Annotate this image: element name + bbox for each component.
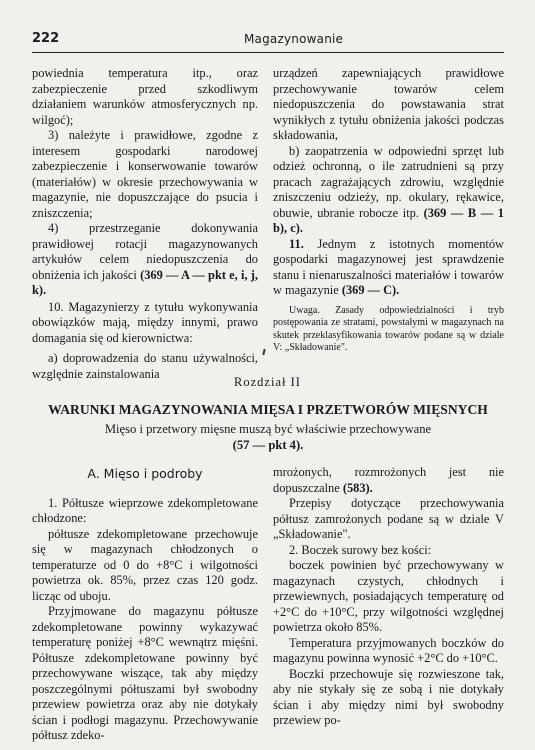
paragraph: 4) przestrzeganie dokonywania prawidłowej rotacji magazynowanych artykułów celem niedopuszczenia do obniżenia ich jakości (369 — A — pkt e, i, j, k). xyxy=(32,221,258,297)
bottom-left-column xyxy=(32,464,258,744)
paragraph: b) zaopatrzenia w odpowiedni sprzęt lub odzież ochronną, o ile zatrudnieni są przy pracach zagrażających zdrowiu, względnie zniszczeniu odzieży, np. okulary, rękawice, obuwie, ubranie robocze itp. (369 — B — 1 b), c). xyxy=(273,143,504,235)
paragraph-number: 11. xyxy=(289,236,304,251)
chapter-title: WARUNKI MAGAZYNOWANIA MIĘSA I PRZETWORÓW MIĘSNYCH xyxy=(48,402,488,417)
paragraph: 10. Magazynierzy z tytułu wykonywania obowiązków mają, między innymi, prawo domagania się od kierownictwa: xyxy=(32,299,258,345)
paragraph: Przepisy dotyczące przechowywania półtusz zamrożonych podane są w dziale V „Składowanie". xyxy=(273,496,504,541)
subtitle-text: Mięso i przetwory mięsne muszą być właściwie przechowywane xyxy=(104,422,432,436)
chapter-label: Rozdział II xyxy=(234,375,301,389)
paragraph: Przyjmowane do magazynu półtusze zdekompletowane powinny wykazywać temperaturę poniżej +8°C wewnątrz mięśni. Półtusze zdekompletowane powinny być przechowywane wiszące, tak aby między poszczególnymi półtuszami był swobodny przewiew powietrza oraz aby nie dotykały ścian i podłogi magazynu. Przechowywanie półtusz zdeko- xyxy=(32,604,258,742)
ink-mark xyxy=(262,349,265,355)
running-head: Magazynowanie xyxy=(244,32,344,46)
reference: (583). xyxy=(342,480,373,495)
paragraph: półtusze zdekompletowane przechowuje się w magazynach chłodzonych o temperaturze od 0 do +8°C i wilgotności powietrza ok. 85%, przez czas 120 godz. licząc od uboju. xyxy=(32,526,258,603)
reference: (369 — B — 1 b), c). xyxy=(273,205,504,235)
chapter-subtitle xyxy=(28,421,508,453)
page-number: 222 xyxy=(32,31,60,46)
paragraph: 1. Półtusze wieprzowe zdekompletowane chłodzone: xyxy=(32,495,258,525)
reference: (369 — C). xyxy=(341,283,400,297)
page-header xyxy=(32,29,504,53)
note: Uwaga. Zasady odpowiedzialności i tryb postępowania ze stratami, powstałymi w magazynach na skutek przeklasyfikowania towarów podane są w dziale V: „Składowanie". xyxy=(273,304,504,354)
reference: (369 — A — pkt e, i, j, k). xyxy=(32,267,258,297)
paragraph: urządzeń zapewniających prawidłowe przechowywanie towarów celem niedopuszczenia do powstawania strat wynikłych z tytułu obniżenia jakości podczas składowania, xyxy=(273,66,504,142)
section-heading: A. Mięso i podroby xyxy=(87,466,203,481)
paragraph: 11. Jednym z istotnych momentów gospodarki magazynowej jest sprawdzenie stanu i nienaruszalności materiałów i towarów w magazynie (369 — C). xyxy=(273,236,504,297)
bottom-right-column xyxy=(273,465,504,729)
paragraph: Temperatura przyjmowanych boczków do magazynu powinna wynosić +2°C do +10°C. xyxy=(273,635,504,665)
paragraph: boczek powinien być przechowywany w magazynach czystych, chłodnych i przewiewnych, posiadających temperaturę od +2°C do +10°C, przy wilgotności względnej powietrza około 85%. xyxy=(273,558,504,634)
subtitle-reference: (57 — pkt 4). xyxy=(232,438,304,452)
paragraph: a) doprowadzenia do stanu używalności, względnie zainstalowania xyxy=(32,351,258,381)
paragraph: 3) należyte i prawidłowe, zgodne z interesem gospodarki narodowej zabezpieczenie i konserwowanie towarów (materiałów) w okresie przechowywania w magazynie, nie dopuszczające do psucia i zniszczenia; xyxy=(32,128,258,220)
paragraph: Boczki przechowuje się rozwieszone tak, aby nie stykały się ze sobą i nie dotykały ścian i aby między nimi był swobodny przewiew po- xyxy=(273,666,504,727)
top-left-column xyxy=(32,66,258,382)
paragraph: 2. Boczek surowy bez kości: xyxy=(289,542,432,557)
top-right-column xyxy=(273,66,504,355)
paragraph: powiednia temperatura itp., oraz zabezpieczenie przed szkodliwym działaniem warunków atmosferycznych np. wilgoć); xyxy=(32,66,258,127)
paragraph: mrożonych, rozmrożonych jest nie dopuszczalne (583). xyxy=(273,465,504,495)
